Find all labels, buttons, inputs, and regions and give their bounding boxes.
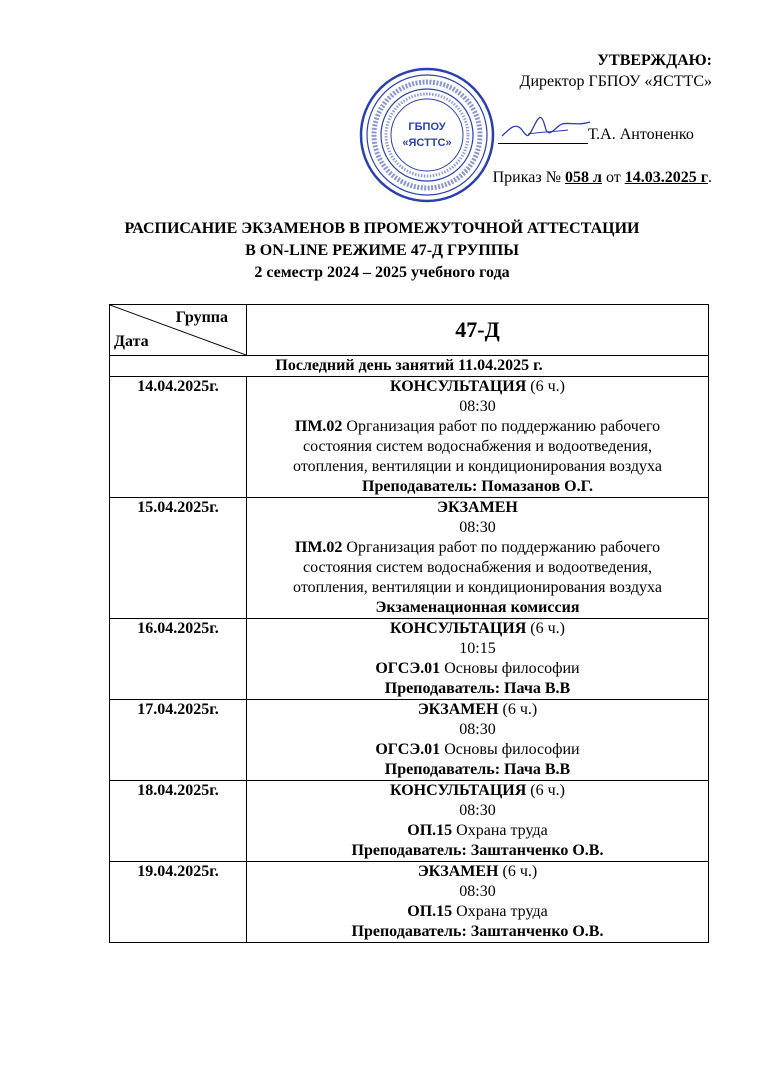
table-row <box>110 498 709 619</box>
subject-text: отопления, вентиляции и кондиционирования воздуха <box>293 458 662 475</box>
table-row <box>110 862 709 943</box>
stamp-text-ring <box>374 82 480 188</box>
row-date: 16.04.2025г. <box>110 619 247 700</box>
event-time: 08:30 <box>459 883 496 900</box>
signer-name: Т.А. Антоненко <box>588 126 694 143</box>
subject-line <box>247 902 708 922</box>
group-name-cell: 47-Д <box>247 305 709 356</box>
subject-text: состояния систем водоснабжения и водоотведения, <box>303 559 652 576</box>
approval-title: УТВЕРЖДАЮ: <box>597 52 712 69</box>
subject-code: ОГСЭ.01 <box>375 741 441 758</box>
subject-text: Охрана труда <box>452 903 548 920</box>
stamp-center-line1: ГБПОУ <box>408 121 446 133</box>
row-details <box>247 498 709 619</box>
subject-code: ОГСЭ.01 <box>375 660 441 677</box>
event-type-line <box>247 700 708 720</box>
event-type-line <box>247 498 708 518</box>
table-row <box>110 781 709 862</box>
subject-code: ПМ.02 <box>294 418 343 435</box>
title-line-3: 2 семестр 2024 – 2025 учебного года <box>254 264 510 281</box>
subject-line <box>247 659 708 679</box>
order-number: 058 л <box>564 169 602 186</box>
event-time: 08:30 <box>459 802 496 819</box>
order-date: 14.03.2025 г <box>624 169 708 186</box>
table-header-row <box>110 305 709 356</box>
subject-code: ПМ.02 <box>294 539 343 556</box>
event-type-line <box>247 781 708 801</box>
event-type-line <box>247 862 708 882</box>
teacher: Преподаватель: Пача В.В <box>384 761 571 778</box>
title-line-1: РАСПИСАНИЕ ЭКЗАМЕНОВ В ПРОМЕЖУТОЧНОЙ АТТЕСТАЦИИ <box>124 220 640 237</box>
event-type-line <box>247 377 708 397</box>
subject-line <box>247 457 708 477</box>
subject-line <box>247 578 708 598</box>
table-row <box>110 619 709 700</box>
stamp-center-line2: «ЯСТТС» <box>402 137 452 149</box>
subject-line <box>247 437 708 457</box>
order-prefix: Приказ № <box>492 169 561 186</box>
approval-block <box>520 50 712 92</box>
table-row <box>110 377 709 498</box>
subject-text: отопления, вентиляции и кондиционирования воздуха <box>293 579 662 596</box>
document-title <box>0 218 764 284</box>
stamp-ring-4 <box>391 99 463 171</box>
subject-code: ОП.15 <box>407 822 453 839</box>
event-hours: (6 ч.) <box>498 701 538 718</box>
subject-text: Организация работ по поддержанию рабочего <box>342 539 661 556</box>
official-stamp <box>358 66 496 204</box>
event-hours: (6 ч.) <box>498 863 538 880</box>
subject-text: состояния систем водоснабжения и водоотведения, <box>303 438 652 455</box>
schedule-rows <box>110 377 709 943</box>
event-hours: (6 ч.) <box>526 782 565 799</box>
event-hours: (6 ч.) <box>526 620 565 637</box>
subject-text: Основы философии <box>440 741 580 758</box>
order-mid: от <box>605 169 621 186</box>
stamp-ring-3 <box>381 89 473 181</box>
order-suffix: . <box>708 169 712 186</box>
event-time: 10:15 <box>459 640 496 657</box>
header-group-label: Группа <box>175 309 228 326</box>
subject-text: Охрана труда <box>452 822 548 839</box>
event-type: КОНСУЛЬТАЦИЯ <box>390 782 527 799</box>
event-time: 08:30 <box>459 519 496 536</box>
subject-line <box>247 740 708 760</box>
last-day-row <box>110 356 709 377</box>
order-line <box>493 169 712 187</box>
row-date: 18.04.2025г. <box>110 781 247 862</box>
event-type: ЭКЗАМЕН <box>437 499 518 516</box>
subject-text: Организация работ по поддержанию рабочего <box>342 418 661 435</box>
handwritten-signature <box>498 108 593 148</box>
last-day-note: Последний день занятий 11.04.2025 г. <box>110 356 709 377</box>
row-details <box>247 781 709 862</box>
subject-code: ОП.15 <box>407 903 453 920</box>
row-details <box>247 700 709 781</box>
row-date: 14.04.2025г. <box>110 377 247 498</box>
title-line-2: В ON-LINE РЕЖИМЕ 47-Д ГРУППЫ <box>245 242 519 259</box>
row-details <box>247 377 709 498</box>
subject-line <box>247 558 708 578</box>
teacher: Преподаватель: Пача В.В <box>384 680 571 697</box>
exam-schedule-table <box>109 304 709 943</box>
event-time: 08:30 <box>459 721 496 738</box>
teacher: Преподаватель: Заштанченко О.В. <box>351 842 604 859</box>
event-type: КОНСУЛЬТАЦИЯ <box>390 378 527 395</box>
row-details <box>247 619 709 700</box>
subject-line <box>247 417 708 437</box>
teacher: Преподаватель: Помазанов О.Г. <box>362 478 593 495</box>
event-type: ЭКЗАМЕН <box>417 863 499 880</box>
subject-line <box>247 538 708 558</box>
header-date-label: Дата <box>114 333 149 350</box>
event-type-line <box>247 619 708 639</box>
row-date: 15.04.2025г. <box>110 498 247 619</box>
row-details <box>247 862 709 943</box>
event-type: ЭКЗАМЕН <box>417 701 499 718</box>
row-date: 17.04.2025г. <box>110 700 247 781</box>
subject-line <box>247 821 708 841</box>
row-date: 19.04.2025г. <box>110 862 247 943</box>
header-diagonal-cell <box>110 305 247 356</box>
director-title: Директор ГБПОУ «ЯСТТС» <box>519 73 712 90</box>
subject-text: Основы философии <box>440 660 580 677</box>
event-hours: (6 ч.) <box>526 378 565 395</box>
table-row <box>110 700 709 781</box>
event-type: КОНСУЛЬТАЦИЯ <box>390 620 527 637</box>
stamp-inner-text-ring <box>386 94 468 176</box>
teacher: Экзаменационная комиссия <box>375 599 580 616</box>
event-time: 08:30 <box>459 398 496 415</box>
teacher: Преподаватель: Заштанченко О.В. <box>351 923 604 940</box>
